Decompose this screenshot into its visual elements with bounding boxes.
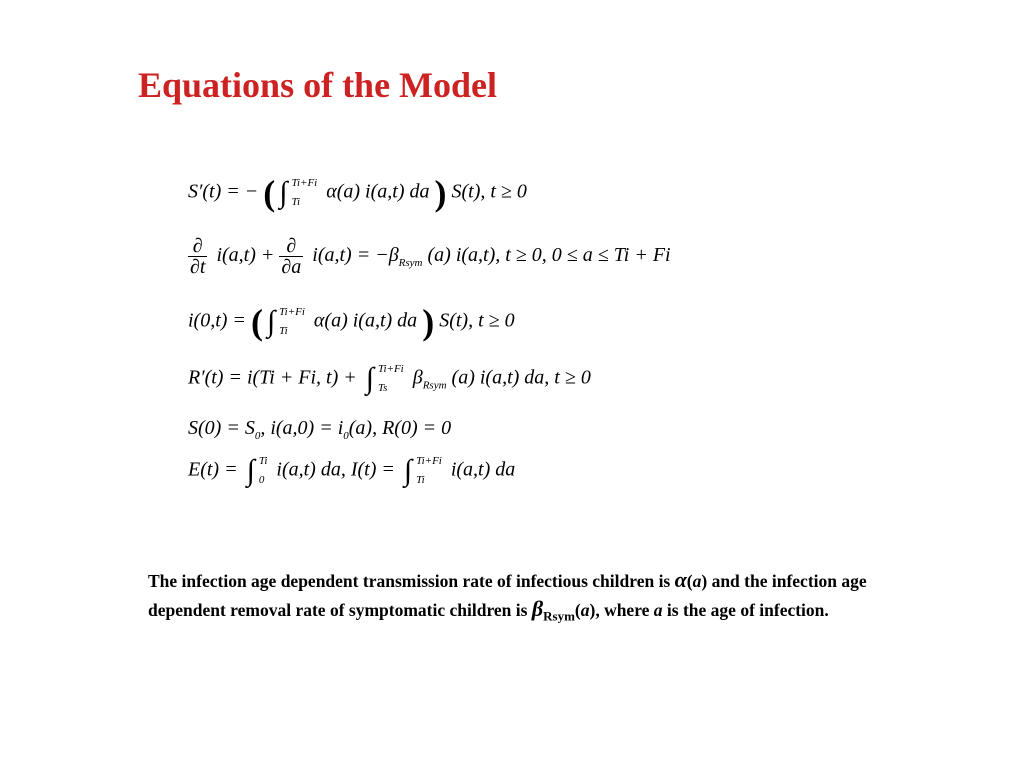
eq2-term2: i(a,t) = −β bbox=[312, 244, 399, 267]
alpha-arg-open: ( bbox=[686, 571, 693, 591]
eq3-paren-close: ) bbox=[422, 302, 435, 342]
eq1-integrand: α(a) i(a,t) da bbox=[326, 180, 430, 203]
eq1-lower-limit: Ti bbox=[291, 196, 301, 208]
eq6-upper-limit-2: Ti+Fi bbox=[416, 455, 442, 467]
eq3-upper-limit: Ti+Fi bbox=[279, 306, 305, 318]
page-title: Equations of the Model bbox=[138, 65, 498, 105]
equation-infected-pde bbox=[188, 236, 671, 277]
eq6-lower-limit-1: 0 bbox=[258, 474, 265, 486]
eq4-beta: β bbox=[412, 366, 423, 389]
eq3-tail: S(t), t ≥ 0 bbox=[439, 309, 515, 332]
eq3-lower-limit: Ti bbox=[279, 325, 288, 337]
integral-sign: ∫ bbox=[365, 362, 374, 395]
eq5-mid: , i(a,0) = i bbox=[260, 417, 344, 439]
beta-arg: a bbox=[580, 600, 590, 620]
eq6-upper-limit-1: Ti bbox=[258, 455, 268, 467]
equation-initial-conditions bbox=[188, 418, 451, 442]
eq4-tail: (a) i(a,t) da, t ≥ 0 bbox=[451, 366, 591, 389]
eq5-end: (a), R(0) = 0 bbox=[348, 417, 452, 439]
beta-arg-close: ) bbox=[589, 600, 596, 620]
eq1-tail: S(t), t ≥ 0 bbox=[451, 180, 527, 203]
eq2-partial-a: $\frac{\partial}{\partial a}$ bbox=[281, 235, 302, 278]
eq6-limits-2 bbox=[416, 456, 442, 486]
integral-sign: ∫ bbox=[266, 305, 276, 338]
beta-symbol: β bbox=[531, 596, 544, 621]
eq2-term3: (a) i(a,t), t ≥ 0, 0 ≤ a ≤ Ti + Fi bbox=[427, 244, 671, 267]
beta-arg-open: ( bbox=[574, 600, 581, 620]
caption-line4: is the age of infection. bbox=[662, 600, 829, 620]
alpha-symbol: α bbox=[674, 567, 687, 592]
caption-line1: The infection age dependent transmission rate of infectious children is bbox=[148, 571, 675, 591]
eq1-paren-close: ) bbox=[434, 173, 447, 213]
age-variable: a bbox=[653, 600, 663, 620]
equation-recovered bbox=[188, 364, 591, 394]
integral-sign: ∫ bbox=[403, 454, 413, 487]
eq4-lhs: R′(t) = i(Ti + Fi, t) + bbox=[188, 366, 357, 389]
alpha-arg: a bbox=[692, 571, 702, 591]
caption-text bbox=[148, 566, 908, 630]
eq4-lower-limit: Ts bbox=[377, 382, 388, 394]
eq4-upper-limit: Ti+Fi bbox=[377, 363, 404, 375]
equation-susceptible bbox=[188, 175, 527, 211]
eq2-term1: i(a,t) + bbox=[216, 244, 275, 267]
eq2-subscript: Rsym bbox=[398, 257, 423, 270]
eq6-end: i(a,t) da bbox=[450, 458, 516, 481]
eq4-limits bbox=[378, 364, 404, 394]
eq2-partial-t: $\frac{\partial}{\partial t}$ bbox=[190, 235, 206, 278]
eq5-sub1: 0 bbox=[343, 430, 349, 442]
eq6-lower-limit-2: Ti bbox=[416, 474, 425, 486]
eq1-lhs: S′(t) = − bbox=[188, 180, 259, 203]
eq5-text: S(0) = S bbox=[188, 417, 255, 439]
eq3-paren-open: ( bbox=[250, 302, 263, 342]
eq1-upper-limit: Ti+Fi bbox=[291, 177, 318, 189]
equation-totals bbox=[188, 456, 515, 486]
eq1-paren-open: ( bbox=[263, 173, 276, 213]
eq6-mid: i(a,t) da, I(t) = bbox=[276, 458, 395, 481]
beta-subscript: Rsym bbox=[543, 608, 575, 624]
eq6-lhs: E(t) = bbox=[188, 458, 238, 481]
eq3-integrand: α(a) i(a,t) da bbox=[313, 309, 418, 332]
integral-sign: ∫ bbox=[246, 454, 255, 487]
integral-sign: ∫ bbox=[279, 176, 288, 209]
caption-line3: , where bbox=[595, 600, 654, 620]
eq4-subscript: Rsym bbox=[422, 379, 447, 392]
eq1-limits bbox=[291, 178, 317, 208]
alpha-arg-close: ) bbox=[701, 571, 708, 591]
eq5-sub0: 0 bbox=[254, 430, 261, 442]
eq3-limits bbox=[279, 307, 305, 337]
equation-boundary bbox=[188, 304, 515, 340]
eq6-limits-1 bbox=[259, 456, 268, 486]
eq3-lhs: i(0,t) = bbox=[188, 309, 246, 332]
caption-line2: and the infection age dependent removal rate of symptomatic children is bbox=[148, 571, 867, 620]
